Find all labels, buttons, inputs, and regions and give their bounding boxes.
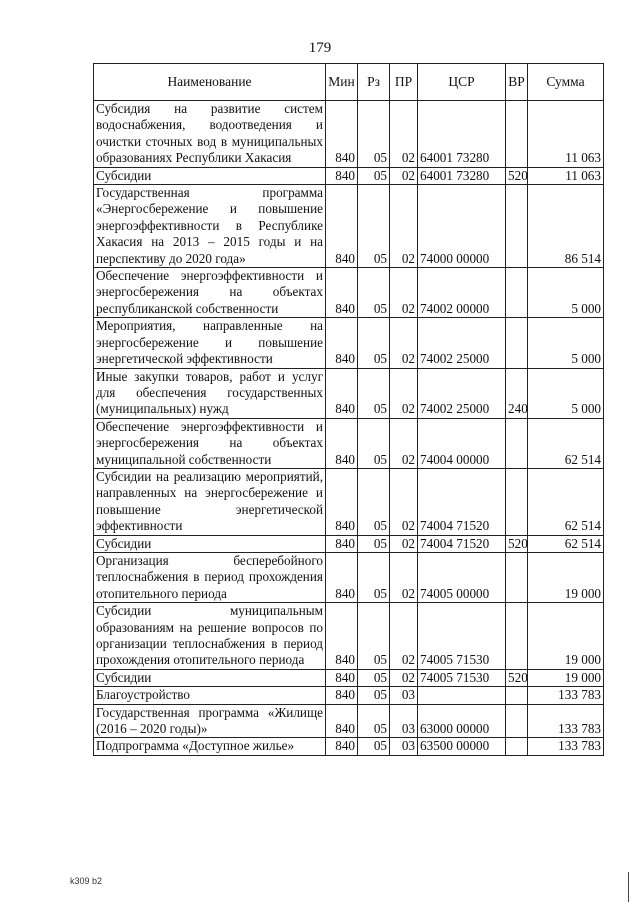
cell-sum: 62 514 [528,418,604,468]
cell-rz: 05 [358,704,390,738]
table-row [94,704,604,738]
cell-pr: 02 [390,418,418,468]
budget-table [93,63,604,756]
cell-name: Благоустройство [94,687,326,704]
cell-min: 840 [326,669,358,686]
cell-sum: 86 514 [528,185,604,268]
cell-sum: 133 783 [528,704,604,738]
cell-name: Субсидии муниципальным образованиям на решение вопросов по организации теплоснабжения в период прохождения отопительного периода [94,603,326,670]
table-row [94,368,604,418]
cell-csr: 64001 73280 [418,167,506,184]
cell-rz: 05 [358,268,390,318]
cell-min: 840 [326,318,358,368]
cell-min: 840 [326,368,358,418]
cell-pr: 02 [390,552,418,602]
cell-pr: 02 [390,603,418,670]
cell-name: Иные закупки товаров, работ и услуг для обеспечения государственных (муниципальных) нужд [94,368,326,418]
margin-mark [628,872,629,902]
cell-sum: 133 783 [528,687,604,704]
column-header-sum: Сумма [528,64,604,101]
cell-min: 840 [326,738,358,755]
table-row [94,318,604,368]
table-body [94,101,604,756]
table-row [94,738,604,755]
cell-pr: 02 [390,101,418,168]
cell-name: Обеспечение энергоэффективности и энергосбережения на объектах республиканской собственности [94,268,326,318]
cell-rz: 05 [358,738,390,755]
cell-min: 840 [326,185,358,268]
cell-vr [506,268,528,318]
cell-min: 840 [326,535,358,552]
cell-min: 840 [326,468,358,535]
table-row [94,418,604,468]
cell-vr [506,468,528,535]
cell-pr: 02 [390,185,418,268]
cell-vr: 520 [506,167,528,184]
cell-name: Субсидии на реализацию мероприятий, направленных на энергосбережение и повышение энергетической эффективности [94,468,326,535]
cell-sum: 5 000 [528,318,604,368]
cell-min: 840 [326,687,358,704]
cell-rz: 05 [358,318,390,368]
cell-sum: 62 514 [528,468,604,535]
cell-sum: 19 000 [528,603,604,670]
cell-csr: 74002 25000 [418,318,506,368]
cell-rz: 05 [358,535,390,552]
cell-min: 840 [326,603,358,670]
cell-csr: 74005 71530 [418,669,506,686]
cell-name: Мероприятия, направленные на энергосбережение и повышение энергетической эффективности [94,318,326,368]
column-header-name: Наименование [94,64,326,101]
cell-name: Субсидии [94,669,326,686]
table-row [94,535,604,552]
cell-vr [506,101,528,168]
cell-name: Государственная программа «Жилище (2016 – 2020 годы)» [94,704,326,738]
cell-vr: 240 [506,368,528,418]
cell-pr: 02 [390,368,418,418]
cell-rz: 05 [358,669,390,686]
cell-pr: 02 [390,167,418,184]
cell-vr [506,552,528,602]
column-header-vr: ВР [506,64,528,101]
page-number: 179 [308,40,332,56]
cell-csr: 74005 71530 [418,603,506,670]
cell-csr: 63000 00000 [418,704,506,738]
cell-sum: 19 000 [528,669,604,686]
cell-sum: 11 063 [528,167,604,184]
cell-vr [506,185,528,268]
cell-rz: 05 [358,552,390,602]
cell-csr: 74004 71520 [418,535,506,552]
column-header-rz: Рз [358,64,390,101]
table-row [94,268,604,318]
cell-sum: 62 514 [528,535,604,552]
cell-vr: 520 [506,535,528,552]
cell-name: Субсидия на развитие систем водоснабжения, водоотведения и очистки сточных вод в муниципальных образованиях Республики Хакасия [94,101,326,168]
cell-rz: 05 [358,418,390,468]
column-header-csr: ЦСР [418,64,506,101]
cell-name: Обеспечение энергоэффективности и энергосбережения на объектах муниципальной собственности [94,418,326,468]
table-row [94,167,604,184]
cell-csr: 63500 00000 [418,738,506,755]
cell-csr: 74000 00000 [418,185,506,268]
table-row [94,687,604,704]
cell-pr: 02 [390,669,418,686]
cell-pr: 02 [390,535,418,552]
table-row [94,552,604,602]
cell-name: Государственная программа «Энергосбережение и повышение энергоэффективности в Республике Хакасия на 2013 – 2015 годы и на перспективу до 2020 года» [94,185,326,268]
cell-csr: 64001 73280 [418,101,506,168]
cell-sum: 11 063 [528,101,604,168]
cell-rz: 05 [358,101,390,168]
cell-rz: 05 [358,167,390,184]
cell-min: 840 [326,167,358,184]
cell-pr: 02 [390,468,418,535]
table-row [94,468,604,535]
cell-vr [506,704,528,738]
cell-rz: 05 [358,468,390,535]
cell-name: Подпрограмма «Доступное жилье» [94,738,326,755]
cell-csr: 74004 71520 [418,468,506,535]
cell-min: 840 [326,268,358,318]
cell-pr: 02 [390,268,418,318]
cell-csr: 74002 00000 [418,268,506,318]
cell-rz: 05 [358,185,390,268]
column-header-min: Мин [326,64,358,101]
cell-rz: 05 [358,687,390,704]
cell-min: 840 [326,704,358,738]
table-row [94,603,604,670]
cell-sum: 133 783 [528,738,604,755]
table-row [94,669,604,686]
footer-code: k309 b2 [70,876,103,886]
cell-name: Субсидии [94,535,326,552]
cell-rz: 05 [358,368,390,418]
cell-csr: 74002 25000 [418,368,506,418]
cell-vr [506,318,528,368]
cell-sum: 5 000 [528,368,604,418]
table-row [94,101,604,168]
cell-min: 840 [326,101,358,168]
cell-vr [506,738,528,755]
cell-name: Субсидии [94,167,326,184]
cell-min: 840 [326,552,358,602]
cell-min: 840 [326,418,358,468]
cell-pr: 03 [390,704,418,738]
cell-name: Организация бесперебойного теплоснабжения в период прохождения отопительного периода [94,552,326,602]
cell-sum: 5 000 [528,268,604,318]
cell-vr [506,687,528,704]
cell-vr [506,418,528,468]
cell-pr: 03 [390,687,418,704]
cell-vr [506,603,528,670]
cell-vr: 520 [506,669,528,686]
cell-rz: 05 [358,603,390,670]
cell-pr: 02 [390,318,418,368]
cell-sum: 19 000 [528,552,604,602]
cell-csr: 74004 00000 [418,418,506,468]
cell-csr [418,687,506,704]
table-header-row [94,64,604,101]
column-header-pr: ПР [390,64,418,101]
cell-pr: 03 [390,738,418,755]
table-row [94,185,604,268]
cell-csr: 74005 00000 [418,552,506,602]
